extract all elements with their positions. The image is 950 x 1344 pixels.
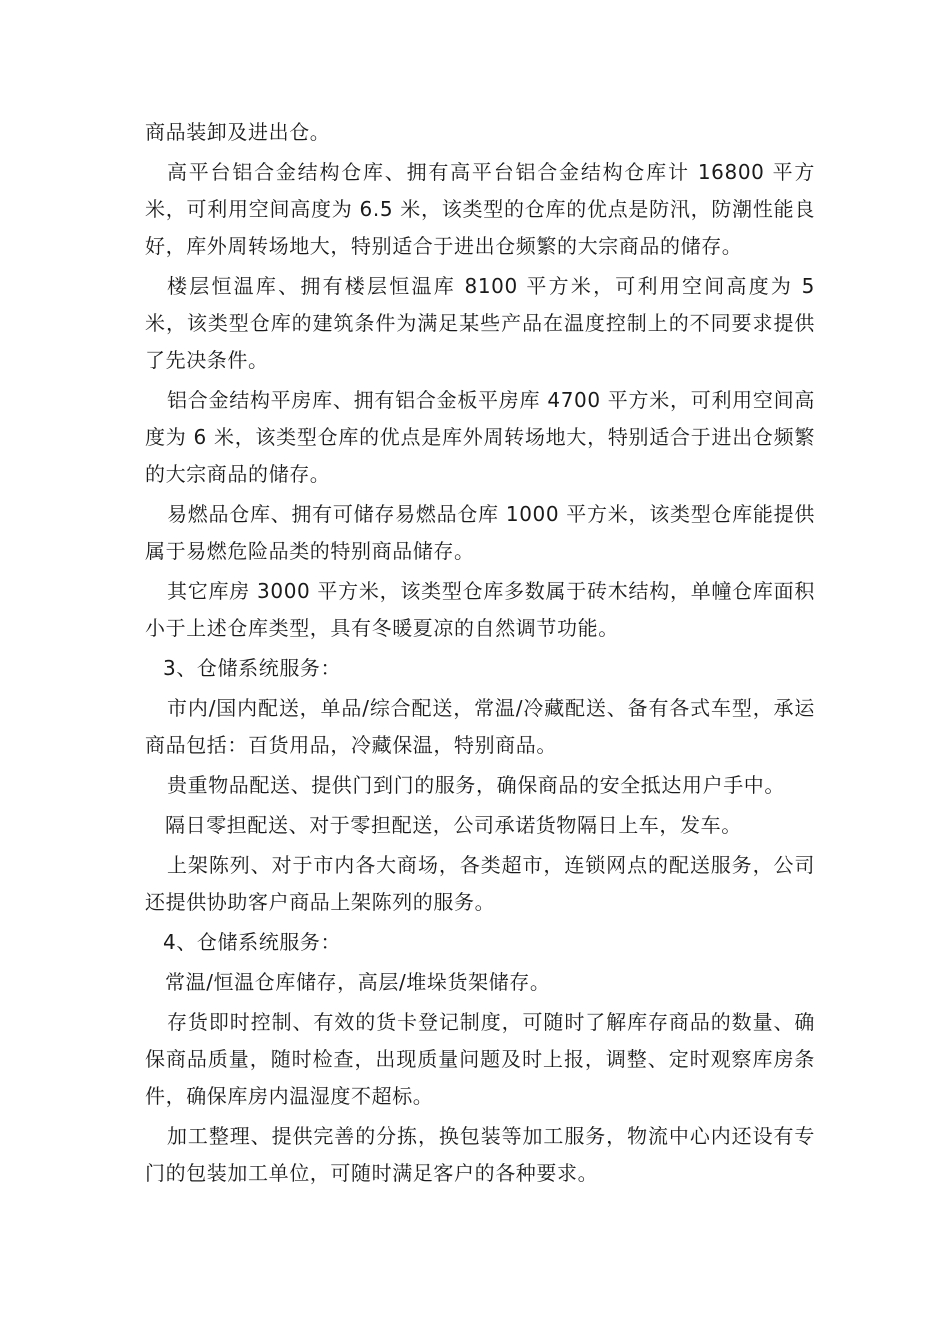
paragraph-valuables-delivery: 贵重物品配送、提供门到门的服务，确保商品的安全抵达用户手中。 <box>167 773 785 797</box>
paragraph-constant-temperature-warehouse: 楼层恒温库、拥有楼层恒温库 8100 平方米，可利用空间高度为 5 米，该类型仓库的建筑条件为满足某些产品在温度控制上的不同要求提供了先决条件。 <box>145 274 815 372</box>
paragraph-continuation: 商品装卸及进出仓。 <box>145 120 331 144</box>
paragraph-high-platform-warehouse: 高平台铝合金结构仓库、拥有高平台铝合金结构仓库计 16800 平方米，可利用空间高度为 6.5 米，该类型的仓库的优点是防汛，防潮性能良好，库外周转场地大，特别适合于进出仓频繁的大宗商品的储存。 <box>145 160 815 258</box>
section-heading-4: 4、仓储系统服务： <box>163 930 342 954</box>
paragraph-aluminum-bungalow-warehouse: 铝合金结构平房库、拥有铝合金板平房库 4700 平方米，可利用空间高度为 6 米，该类型仓库的优点是库外周转场地大，特别适合于进出仓频繁的大宗商品的储存。 <box>145 388 815 486</box>
paragraph-distribution-types: 市内/国内配送，单品/综合配送，常温/冷藏配送、备有各式车型，承运商品包括：百货用品，冷藏保温，特别商品。 <box>145 696 815 757</box>
paragraph-shelf-display: 上架陈列、对于市内各大商场，各类超市，连锁网点的配送服务，公司还提供协助客户商品上架陈列的服务。 <box>145 853 815 914</box>
paragraph-inventory-control: 存货即时控制、有效的货卡登记制度，可随时了解库存商品的数量、确保商品质量，随时检查，出现质量问题及时上报，调整、定时观察库房条件，确保库房内温湿度不超标。 <box>145 1010 815 1108</box>
paragraph-other-warehouses: 其它库房 3000 平方米，该类型仓库多数属于砖木结构，单幢仓库面积小于上述仓库类型，具有冬暖夏凉的自然调节功能。 <box>145 579 815 640</box>
section-heading-3: 3、仓储系统服务： <box>163 656 342 680</box>
paragraph-processing: 加工整理、提供完善的分拣，换包装等加工服务，物流中心内还设有专门的包装加工单位，可随时满足客户的各种要求。 <box>145 1124 815 1185</box>
document-body <box>145 114 815 1192</box>
paragraph-next-day-ltl: 隔日零担配送、对于零担配送，公司承诺货物隔日上车，发车。 <box>165 813 742 837</box>
paragraph-flammables-warehouse: 易燃品仓库、拥有可储存易燃品仓库 1000 平方米，该类型仓库能提供属于易燃危险品类的特别商品储存。 <box>145 502 815 563</box>
paragraph-storage-types: 常温/恒温仓库储存，高层/堆垛货架储存。 <box>165 970 551 994</box>
